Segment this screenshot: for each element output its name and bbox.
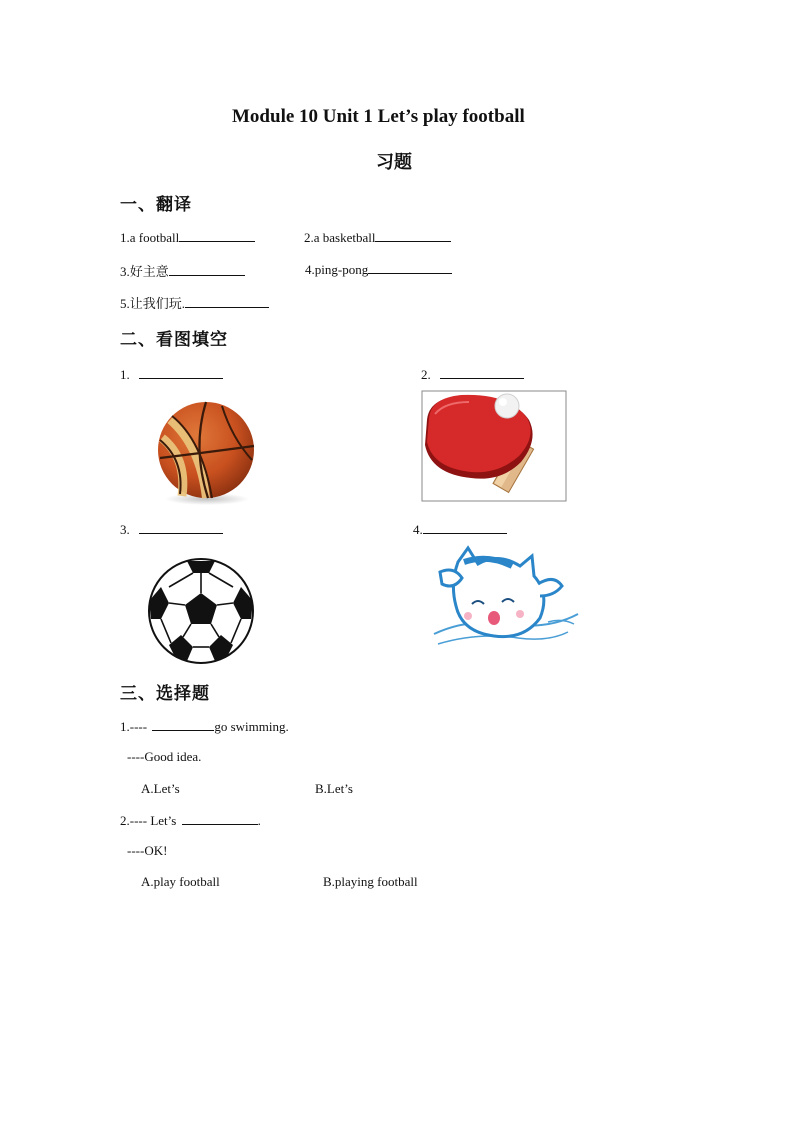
page-subtitle: 习题 [376, 152, 412, 173]
question-text: 5.让我们玩. [120, 296, 186, 311]
question-prefix: 2.---- Let’s [120, 813, 177, 828]
answer-blank[interactable] [440, 366, 524, 379]
question-1-4 [305, 261, 452, 278]
section-3-heading: 三、选择题 [120, 684, 210, 704]
answer-blank[interactable] [169, 263, 245, 276]
question-1-reply: ----Good idea. [127, 749, 202, 764]
basketball-icon [152, 398, 262, 508]
question-prefix: 1.---- [120, 719, 148, 734]
section-2-heading: 二、看图填空 [120, 330, 228, 350]
question-text: 1.a football [120, 230, 180, 245]
answer-blank[interactable] [182, 812, 258, 825]
question-suffix: . [257, 813, 261, 828]
answer-blank[interactable] [139, 521, 223, 534]
question-suffix: go swimming. [214, 719, 289, 734]
choice-question-1 [120, 718, 289, 735]
answer-blank[interactable] [375, 229, 451, 242]
answer-blank[interactable] [179, 229, 255, 242]
answer-blank[interactable] [423, 521, 507, 534]
ping-pong-paddle-icon [421, 390, 567, 502]
option-2-b[interactable]: B.playing football [323, 874, 418, 889]
question-2-reply: ----OK! [127, 843, 168, 858]
swimming-cat-icon [428, 544, 584, 656]
answer-blank[interactable] [152, 718, 214, 731]
question-text: 3.好主意 [120, 264, 169, 279]
question-1-5 [120, 293, 269, 312]
answer-blank[interactable] [368, 261, 452, 274]
option-1-a[interactable]: A.Let’s [141, 781, 180, 796]
picture-question-1 [120, 366, 223, 383]
picture-question-2 [421, 366, 524, 383]
page-title: Module 10 Unit 1 Let’s play football [232, 106, 525, 127]
option-2-a[interactable]: A.play football [141, 874, 220, 889]
question-1-3 [120, 261, 245, 280]
section-1-heading: 一、翻译 [120, 195, 192, 215]
question-number: 3. [120, 522, 130, 537]
question-number: 4. [413, 522, 423, 537]
question-text: 4.ping-pong [305, 262, 369, 277]
picture-question-3 [120, 521, 223, 538]
question-number: 2. [421, 367, 431, 382]
answer-blank[interactable] [185, 295, 269, 308]
question-1-2 [304, 229, 451, 246]
answer-blank[interactable] [139, 366, 223, 379]
football-icon [147, 557, 255, 665]
picture-question-4 [413, 521, 507, 538]
question-number: 1. [120, 367, 130, 382]
option-1-b[interactable]: B.Let’s [315, 781, 353, 796]
question-text: 2.a basketball [304, 230, 376, 245]
choice-question-2 [120, 812, 261, 829]
question-1-1 [120, 229, 255, 246]
